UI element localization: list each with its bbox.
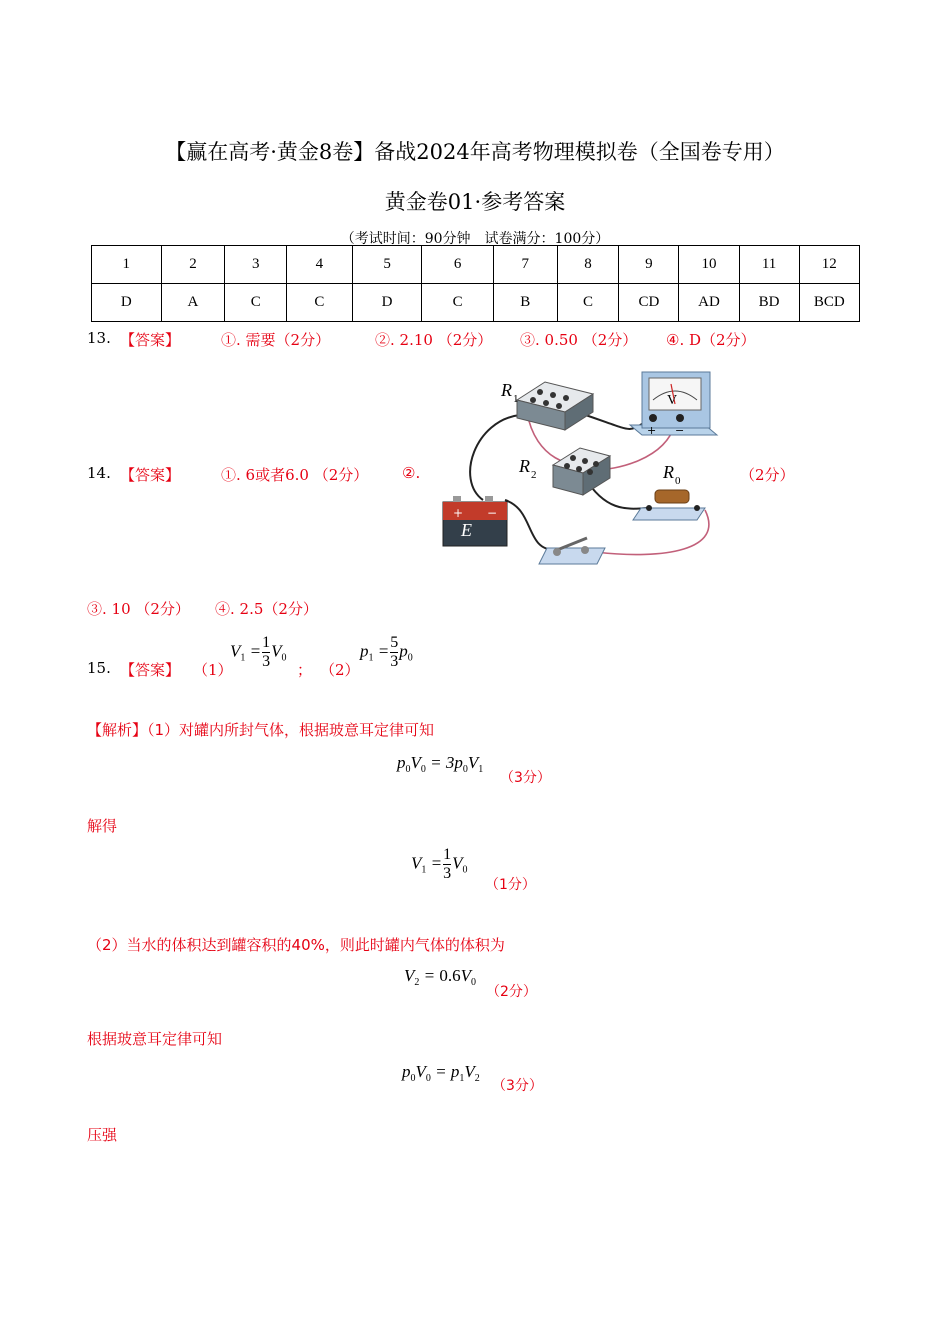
answer-table-number-cell: 9: [619, 246, 679, 284]
resistance-box-r2: [553, 448, 610, 495]
answer-table-answer-cell: C: [557, 284, 619, 322]
answer-table-answer-cell: D: [352, 284, 422, 322]
q14-part-1: ①. 6或者6.0 （2分）: [221, 466, 369, 484]
equation-v2: $V_2 = 0.6V_0$: [404, 966, 477, 988]
answer-table-answer-cell: C: [225, 284, 287, 322]
answer-table-number-row: [92, 246, 860, 284]
analysis-text: （1）对罐内所封气体，根据玻意耳定律可知: [147, 721, 435, 739]
answer-table-answer-cell: AD: [679, 284, 739, 322]
label-r2: R: [519, 456, 530, 476]
label-r0-sub: 0: [675, 475, 681, 487]
label-r0: R: [663, 462, 674, 482]
q13-part-4: ④. D（2分）: [666, 331, 756, 349]
answer-table-answer-cell: D: [92, 284, 162, 322]
answer-table: [91, 245, 860, 322]
answer-table-answer-cell: CD: [619, 284, 679, 322]
solve-label: 解得: [87, 817, 118, 835]
answer-table-answer-cell: B: [493, 284, 557, 322]
q15-separator: ；: [297, 661, 313, 679]
q14-part-3: ③. 10 （2分）: [87, 600, 190, 618]
q14-answer-tag: 【答案】: [120, 466, 181, 484]
voltmeter-minus: −: [675, 424, 685, 437]
voltmeter: [630, 372, 717, 437]
q15-part-1-label: （1）: [193, 661, 233, 679]
page-title: 【赢在高考·黄金8卷】备战2024年高考物理模拟卷（全国卷专用）: [165, 140, 785, 164]
q14-number: 14.: [87, 464, 111, 482]
q13-answer-tag: 【答案】: [120, 331, 181, 349]
answer-table-answer-cell: BCD: [799, 284, 859, 322]
analysis-tag: 【解析】: [87, 721, 148, 739]
exam-info: （考试时间：90分钟 试卷满分：100分）: [340, 231, 610, 247]
law-text: 根据玻意耳定律可知: [87, 1030, 223, 1048]
answer-table-number-cell: 10: [679, 246, 739, 284]
equation-v2-score: （2分）: [486, 984, 537, 1000]
voltmeter-plus: +: [647, 424, 657, 437]
q14-part-2: ②.: [402, 464, 421, 482]
answer-table-number-cell: 8: [557, 246, 619, 284]
equation-boyle-1-score: （3分）: [500, 770, 551, 786]
analysis-line: [87, 719, 434, 740]
q15-answer-tag: 【答案】: [120, 661, 181, 679]
label-r2-sub: 2: [531, 469, 537, 481]
answer-table-number-cell: 11: [739, 246, 799, 284]
battery-e: [443, 496, 507, 546]
q15-answer-2-formula: $p_1$ = $\frac{5}{3}$ $p_0$: [360, 634, 413, 670]
equation-v1-score: （1分）: [485, 877, 536, 893]
q14-part-2-score: （2分）: [740, 466, 795, 484]
answer-table-answer-row: [92, 284, 860, 322]
battery-minus: −: [487, 506, 498, 520]
page-subtitle: 黄金卷01·参考答案: [384, 190, 566, 214]
answer-table-number-cell: 4: [287, 246, 353, 284]
battery-plus: +: [453, 506, 464, 520]
equation-boyle-2: $p_0V_0 = p_1V_2$: [402, 1062, 480, 1084]
switch: [539, 538, 605, 564]
q13-part-3: ③. 0.50 （2分）: [520, 331, 638, 349]
answer-table-answer-cell: C: [287, 284, 353, 322]
equation-boyle-2-score: （3分）: [492, 1078, 543, 1094]
q13-part-2: ②. 2.10 （2分）: [375, 331, 493, 349]
q14-part-4: ④. 2.5（2分）: [215, 600, 318, 618]
answer-table-answer-cell: BD: [739, 284, 799, 322]
battery-label: E: [461, 520, 472, 540]
label-r1: R: [501, 380, 512, 400]
resistance-box-r1: [517, 382, 593, 430]
answer-table-answer-cell: C: [422, 284, 494, 322]
equation-boyle-1: $p_0V_0 = 3p_0V_1$: [397, 753, 484, 775]
q15-number: 15.: [87, 659, 111, 677]
voltmeter-label: V: [667, 393, 678, 408]
equation-v1: $V_1$ = $\frac{1}{3}$ $V_0$: [411, 846, 468, 882]
answer-table-number-cell: 1: [92, 246, 162, 284]
answer-table-number-cell: 5: [352, 246, 422, 284]
pressure-label: 压强: [87, 1126, 118, 1144]
resistor-r0: [633, 490, 705, 520]
label-r1-sub: 1: [513, 393, 519, 405]
q15-part-2-label: （2）: [320, 661, 360, 679]
answer-table-number-cell: 7: [493, 246, 557, 284]
answer-table-number-cell: 3: [225, 246, 287, 284]
answer-table-number-cell: 2: [161, 246, 225, 284]
q13-number: 13.: [87, 329, 111, 347]
answer-table-number-cell: 6: [422, 246, 494, 284]
q15-answer-1-formula: $V_1$ = $\frac{1}{3}$ $V_0$: [230, 634, 287, 670]
answer-table-number-cell: 12: [799, 246, 859, 284]
q13-part-1: ①. 需要（2分）: [221, 331, 331, 349]
part2-text: （2）当水的体积达到罐容积的40%，则此时罐内气体的体积为: [87, 936, 505, 954]
answer-table-answer-cell: A: [161, 284, 225, 322]
circuit-diagram: [435, 360, 735, 575]
